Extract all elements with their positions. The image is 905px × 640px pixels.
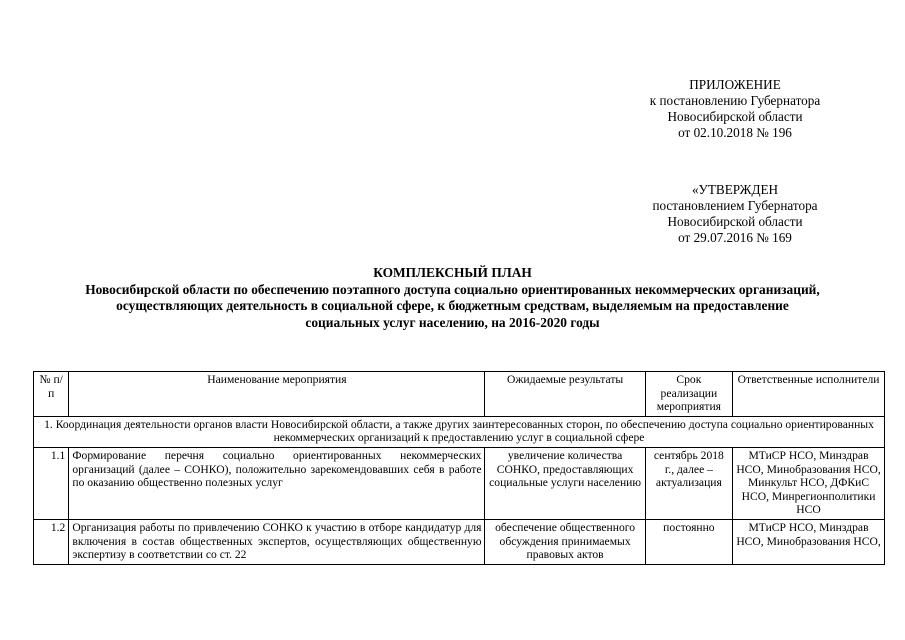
- row-results: увеличение количества СОНКО, предоставляющих социальные услуги населению: [485, 447, 645, 519]
- approved-line-2: постановлением Губернатора: [652, 198, 818, 213]
- header-term: Срок реализации мероприятия: [645, 372, 732, 417]
- appendix-line-4: от 02.10.2018 № 196: [678, 125, 792, 140]
- table-row: [34, 447, 885, 519]
- section-heading: 1. Координация деятельности органов власти Новосибирской области, а также других заинтересованных сторон, по обеспечению доступа социально ориентированных некоммерческих организаций к предоставлению услуг в социальной сфере: [34, 416, 885, 447]
- approved-header: [625, 182, 845, 246]
- header-results: Ожидаемые результаты: [485, 372, 645, 417]
- row-term: сентябрь 2018 г., далее – актуализация: [645, 447, 732, 519]
- header-name: Наименование мероприятия: [69, 372, 485, 417]
- approved-line-1: «УТВЕРЖДЕН: [691, 182, 779, 197]
- appendix-header: [620, 77, 850, 141]
- appendix-line-1: ПРИЛОЖЕНИЕ: [689, 77, 781, 92]
- row-responsible: МТиСР НСО, Минздрав НСО, Минобразования НСО,: [733, 519, 885, 564]
- approved-line-4: от 29.07.2016 № 169: [678, 230, 792, 245]
- row-term: постоянно: [645, 519, 732, 564]
- appendix-line-3: Новосибирской области: [667, 109, 803, 124]
- row-num: 1.1: [34, 447, 69, 519]
- title-line-4: социальных услуг населению, на 2016-2020 годы: [305, 314, 600, 330]
- row-num: 1.2: [34, 519, 69, 564]
- table-row: [34, 519, 885, 564]
- row-responsible: МТиСР НСО, Минздрав НСО, Минобразования НСО, Минкульт НСО, ДФКиС НСО, Минрегионполитики НСО: [733, 447, 885, 519]
- header-num: № п/п: [34, 372, 69, 417]
- title-line-2: Новосибирской области по обеспечению поэтапного доступа социально ориентированных некоммерческих организаций,: [85, 281, 820, 297]
- table-header-row: [34, 372, 885, 417]
- row-name: Организация работы по привлечению СОНКО к участию в отборе кандидатур для включения в состав общественных экспертов, осуществляющих общественную экспертизу в соответствии со ст. 22: [69, 519, 485, 564]
- appendix-line-2: к постановлению Губернатора: [649, 93, 821, 108]
- header-responsible: Ответственные исполнители: [733, 372, 885, 417]
- title-line-1: КОМПЛЕКСНЫЙ ПЛАН: [373, 265, 532, 280]
- document-title: [20, 265, 885, 331]
- approved-line-3: Новосибирской области: [667, 214, 803, 229]
- section-row: [34, 416, 885, 447]
- title-line-3: осуществляющих деятельность в социальной сфере, к бюджетным средствам, выделяемым на предоставление: [116, 298, 789, 314]
- row-results: обеспечение общественного обсуждения принимаемых правовых актов: [485, 519, 645, 564]
- plan-table: [33, 371, 885, 565]
- row-name: Формирование перечня социально ориентированных некоммерческих организаций (далее – СОНКО), положительно зарекомендовавших себя в работе по оказанию общественно полезных услуг: [69, 447, 485, 519]
